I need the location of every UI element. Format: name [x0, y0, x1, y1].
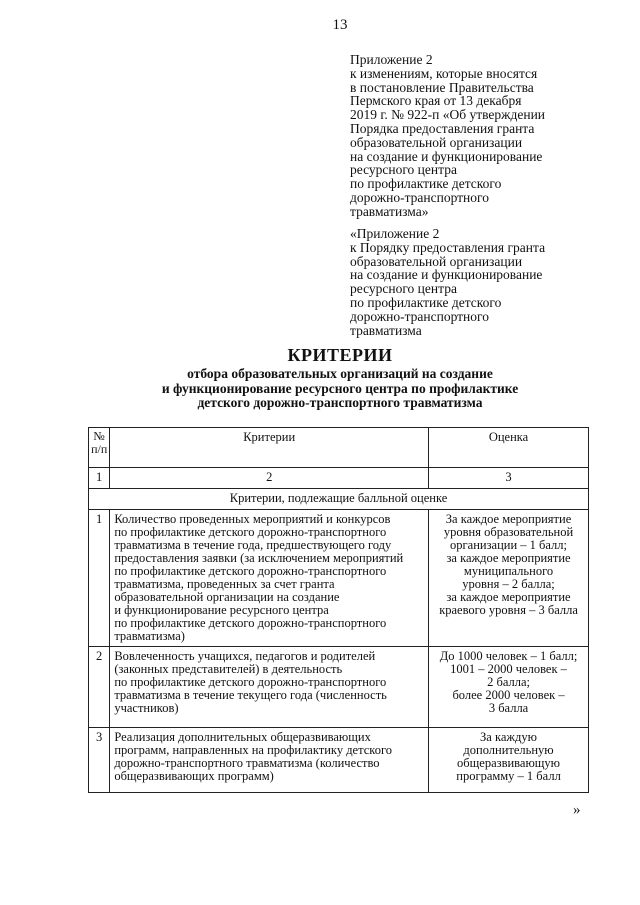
appendix-line: «Приложение 2	[350, 226, 440, 241]
criteria-line: по профилактике детского дорожно-транспортного	[114, 525, 387, 539]
table-row	[89, 510, 589, 647]
appendix-line: ресурсного центра	[350, 281, 457, 297]
criteria-line: дорожно-транспортного травматизма (количество	[114, 756, 380, 770]
appendix-line: к изменениям, которые вносятся	[350, 65, 538, 81]
appendix-line: травматизма»	[350, 203, 429, 219]
criteria-cell	[110, 728, 429, 793]
table-row	[89, 728, 589, 793]
criteria-line: Количество проведенных мероприятий и конкурсов	[114, 512, 391, 526]
criteria-line: предоставления заявки (за исключением мероприятий	[114, 551, 404, 565]
score-line: За каждую	[480, 730, 537, 744]
appendix-line: Приложение 2	[350, 52, 433, 67]
criteria-line: общеразвивающих программ)	[114, 769, 274, 783]
criteria-line: (законных представителей) в деятельность	[114, 662, 343, 676]
column-number-cell: 1	[89, 468, 110, 489]
criteria-line: по профилактике детского дорожно-транспортного	[114, 675, 387, 689]
row-number-cell: 3	[89, 728, 110, 793]
header-number-abbr: п/п	[91, 442, 108, 456]
score-line: организации – 1 балл;	[450, 538, 567, 552]
appendix-line: Порядка предоставления гранта	[350, 120, 535, 136]
appendix-line: Пермского края от 13 декабря	[350, 93, 522, 109]
criteria-line: по профилактике детского дорожно-транспортного	[114, 616, 387, 630]
header-criteria-cell: Критерии	[110, 428, 429, 468]
header-score-cell: Оценка	[429, 428, 589, 468]
score-line: дополнительную	[463, 743, 554, 757]
criteria-cell	[110, 510, 429, 647]
closing-quote-mark: »	[573, 802, 581, 818]
header-number-cell	[89, 428, 110, 468]
appendix-line: на создание и функционирование	[350, 148, 543, 164]
subtitle-line: и функционирование ресурсного центра по профилактике	[161, 380, 519, 396]
criteria-line: травматизма, проведенных за счет гранта	[114, 577, 335, 591]
criteria-line: образовательной организации на создание	[114, 590, 340, 604]
score-line: программу – 1 балл	[456, 769, 561, 783]
criteria-line: и функционирование ресурсного центра	[114, 603, 329, 617]
score-line: краевого уровня – 3 балла	[439, 603, 578, 617]
score-line: За каждое мероприятие	[445, 512, 572, 526]
appendix-amendment-block	[350, 53, 590, 219]
column-number-cell: 3	[429, 468, 589, 489]
criteria-line: Вовлеченность учащихся, педагогов и родителей	[114, 649, 376, 663]
appendix-line: по профилактике детского	[350, 294, 502, 310]
criteria-line: программ, направленных на профилактику детского	[114, 743, 393, 757]
appendix-line: к Порядку предоставления гранта	[350, 239, 546, 255]
appendix-line: на создание и функционирование	[350, 267, 543, 283]
appendix-line: 2019 г. № 922-п «Об утверждении	[350, 107, 546, 123]
criteria-line: травматизма в течение года, предшествующего году	[114, 538, 392, 552]
appendix-line: дорожно-транспортного	[350, 308, 489, 324]
row-number-cell: 1	[89, 510, 110, 647]
appendix-procedure-block	[350, 227, 590, 337]
score-line: 3 балла	[488, 701, 529, 715]
score-cell	[429, 728, 589, 793]
score-line: уровня образовательной	[443, 525, 574, 539]
appendix-line: образовательной организации	[350, 134, 523, 150]
column-number-row	[89, 468, 589, 489]
table-header-row	[89, 428, 589, 468]
score-line: за каждое мероприятие	[446, 590, 571, 604]
criteria-table	[88, 427, 589, 793]
score-line: муниципального	[463, 564, 554, 578]
document-title: КРИТЕРИИ	[287, 345, 393, 365]
score-line: более 2000 человек –	[452, 688, 565, 702]
table-row	[89, 647, 589, 728]
subtitle-line: отбора образовательных организаций на создание	[187, 366, 493, 381]
criteria-line: по профилактике детского дорожно-транспортного	[114, 564, 387, 578]
section-header-cell: Критерии, подлежащие балльной оценке	[89, 489, 589, 510]
score-line: за каждое мероприятие	[446, 551, 571, 565]
score-cell	[429, 510, 589, 647]
score-line: общеразвивающую	[457, 756, 560, 770]
appendix-line: по профилактике детского	[350, 176, 502, 192]
column-number-cell: 2	[110, 468, 429, 489]
appendix-line: в постановление Правительства	[350, 79, 534, 95]
criteria-cell	[110, 647, 429, 728]
document-subtitle	[0, 367, 640, 411]
appendix-line: травматизма	[350, 322, 422, 338]
criteria-line: участников)	[114, 701, 179, 715]
score-line: 1001 – 2000 человек –	[450, 662, 567, 676]
page-number: 13	[332, 17, 348, 33]
section-header-row	[89, 489, 589, 510]
appendix-line: ресурсного центра	[350, 162, 457, 178]
criteria-line: Реализация дополнительных общеразвивающих	[114, 730, 371, 744]
score-cell	[429, 647, 589, 728]
header-number-sign: №	[93, 429, 105, 443]
criteria-line: травматизма)	[114, 629, 185, 643]
score-line: уровня – 2 балла;	[462, 577, 555, 591]
appendix-line: образовательной организации	[350, 253, 523, 269]
score-line: 2 балла;	[487, 675, 530, 689]
subtitle-line: детского дорожно-транспортного травматизма	[197, 395, 483, 410]
row-number-cell: 2	[89, 647, 110, 728]
criteria-line: травматизма в течение текущего года (численность	[114, 688, 387, 702]
appendix-line: дорожно-транспортного	[350, 189, 489, 205]
score-line: До 1000 человек – 1 балл;	[439, 649, 578, 663]
